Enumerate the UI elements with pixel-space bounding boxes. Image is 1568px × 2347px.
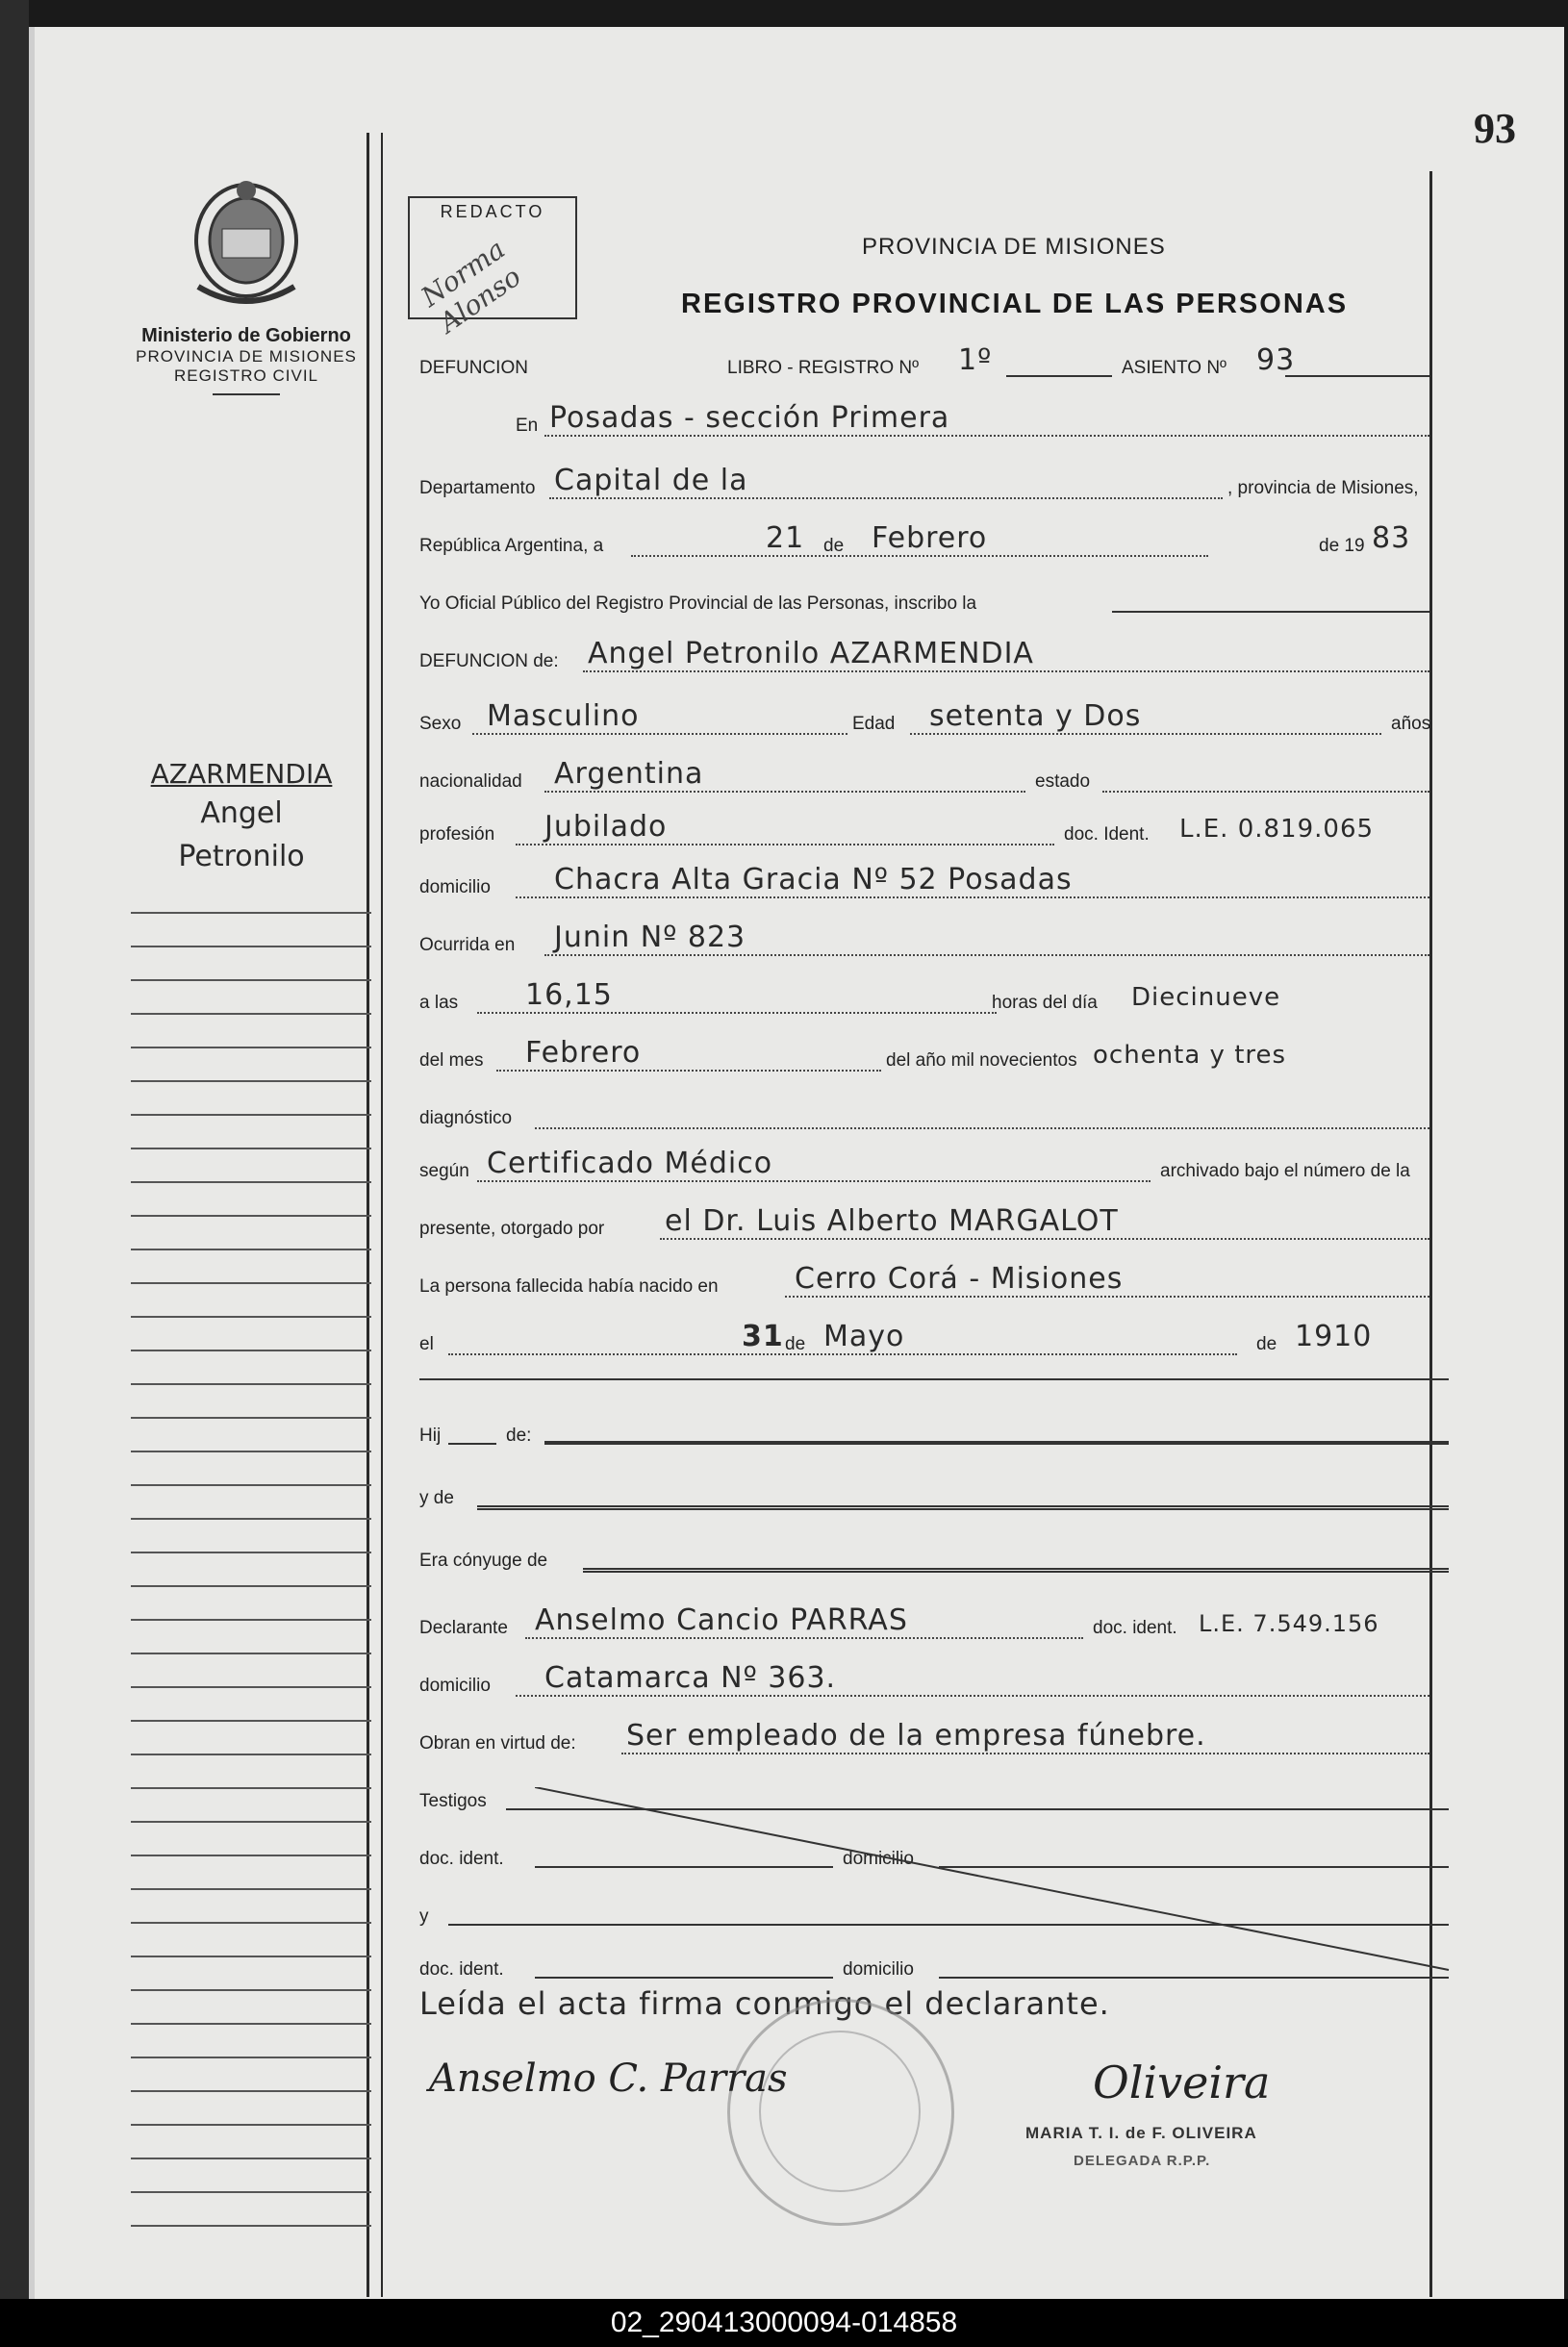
doc-ident-label: doc. Ident. [1064,824,1150,845]
departamento-suffix: , provincia de Misiones, [1227,478,1419,498]
ministry-province: PROVINCIA DE MISIONES [136,347,357,366]
declarante-domicilio-value: Catamarca Nº 363. [544,1661,837,1695]
redacto-box [408,196,577,340]
doc-ident-2-label: doc. ident. [419,1959,504,1980]
nacido-value: Cerro Corá - Misiones [795,1262,1124,1296]
row-nacimiento-fecha [419,1321,1487,1359]
obran-label: Obran en virtud de: [419,1733,576,1754]
declarante-label: Declarante [419,1618,508,1638]
row-en [419,402,1487,441]
margin-surname: AZARMENDIA [150,758,333,790]
profesion-label: profesión [419,824,495,845]
row-hora [419,979,1487,1018]
hij-de-label: de: [506,1426,532,1446]
ocurrida-value: Junin Nº 823 [554,921,746,954]
profesion-value: Jubilado [544,810,668,844]
testigos-label: Testigos [419,1791,487,1811]
domicilio-label: domicilio [419,877,491,897]
horas-label: horas del día [992,993,1098,1013]
edad-value: setenta y Dos [929,699,1142,733]
officer-name: MARIA T. I. de F. OLIVEIRA [1025,2124,1257,2142]
row-sexo [419,700,1487,739]
declarant-signature: Anselmo C. Parras [429,2057,788,2101]
de-label-2: de [785,1334,806,1354]
doc-ident-value: L.E. 0.819.065 [1179,815,1375,844]
edad-label: Edad [852,714,896,734]
ministry-name: Ministerio de Gobierno [141,325,351,346]
birth-year: 1910 [1295,1320,1373,1353]
obran-value: Ser empleado de la empresa fúnebre. [626,1719,1206,1753]
day-value: 21 [766,521,805,555]
doc-ident-1-label: doc. ident. [419,1849,504,1869]
ministry-rule [213,393,280,395]
a-las-value: 16,15 [525,978,613,1012]
hijo-line-2 [544,1441,1449,1443]
nacionalidad-value: Argentina [554,757,704,791]
ministry-registry: REGISTRO CIVIL [173,366,319,385]
anio-value: ochenta y tres [1093,1041,1287,1070]
en-value: Posadas - sección Primera [549,401,950,435]
row-nacionalidad [419,758,1487,796]
segun-value: Certificado Médico [487,1147,773,1180]
page-number: 93 [1474,105,1516,152]
asiento-value: 93 [1256,343,1296,377]
nacido-label: La persona fallecida había nacido en [419,1276,719,1297]
row-oficial [419,580,1487,618]
ocurrida-label: Ocurrida en [419,935,516,955]
book-binding [0,0,29,2299]
row-obran [419,1720,1487,1758]
presente-label: presente, otorgado por [419,1219,605,1239]
row-hijo [419,1412,1487,1451]
row-departamento [419,465,1487,503]
row-declarante [419,1604,1487,1643]
domicilio-2-label: domicilio [843,1959,914,1980]
row-leida [419,1985,1487,2028]
defuncion-de-label: DEFUNCION de: [419,651,559,671]
redacto-signature: Norma Alonso [415,233,527,340]
blank-line-1 [419,1378,1449,1380]
row-profesion [419,811,1487,849]
officer-signature: Oliveira [1093,2057,1271,2108]
y-de-label: y de [419,1488,454,1508]
libro-label: LIBRO - REGISTRO Nº [727,358,920,378]
footer-code: 02_290413000094-014858 [0,2299,1568,2347]
defuncion-label: DEFUNCION [419,358,528,378]
anos-label: años [1391,714,1431,734]
a-las-label: a las [419,993,459,1013]
row-presente [419,1205,1487,1244]
redacto-label: REDACTO [440,202,545,221]
row-segun [419,1148,1487,1186]
conyuge-line-2 [583,1571,1449,1573]
sexo-value: Masculino [487,699,640,733]
de-label-3: de [1256,1334,1277,1354]
row-nacido [419,1263,1487,1301]
asiento-label: ASIENTO Nº [1122,358,1227,378]
strike-through-line [535,1787,1458,1980]
republica-label: República Argentina, a [419,536,604,556]
row-domicilio [419,864,1487,902]
row-diagnostico [419,1095,1487,1133]
year-label: de 19 [1319,536,1365,556]
hij-label: Hij [419,1426,442,1446]
row-defuncion [419,344,1487,383]
coat-of-arms-icon [179,171,314,315]
death-certificate-page [29,27,1564,2299]
domicilio-1-label: domicilio [843,1849,914,1869]
row-mes [419,1037,1487,1075]
declarante-doc-value: L.E. 7.549.156 [1199,1610,1379,1637]
birth-day: 31 [742,1320,784,1353]
segun-label: según [419,1161,469,1181]
registry-title: REGISTRO PROVINCIAL DE LAS PERSONAS [681,289,1349,319]
del-mes-value: Febrero [525,1036,642,1070]
row-republica [419,522,1487,561]
nacionalidad-label: nacionalidad [419,771,522,792]
month-value: Febrero [872,521,988,555]
year-value: 83 [1372,521,1411,555]
conyuge-label: Era cónyuge de [419,1551,548,1571]
margin-first-name: Angel [200,796,283,830]
ministry-block [102,325,391,395]
domicilio-value: Chacra Alta Gracia Nº 52 Posadas [554,863,1073,896]
margin-divider-line-inner [381,133,383,2297]
presente-value: el Dr. Luis Alberto MARGALOT [665,1204,1119,1238]
y-de-line-2 [477,1508,1449,1510]
birth-month: Mayo [823,1320,905,1353]
anio-label: del año mil novecientos [886,1050,1077,1071]
libro-value: 1º [958,343,993,377]
el-label: el [419,1334,434,1354]
del-mes-label: del mes [419,1050,484,1071]
province-title: PROVINCIA DE MISIONES [862,234,1166,260]
sexo-label: Sexo [419,714,462,734]
row-y-de [419,1475,1487,1513]
horas-value: Diecinueve [1131,983,1281,1012]
departamento-label: Departamento [419,478,536,498]
row-ocurrida [419,921,1487,960]
leida-text: Leída el acta firma conmigo el declarante. [419,1985,1110,2022]
y-label: y [419,1906,429,1927]
officer-title: DELEGADA R.P.P. [1074,2153,1211,2169]
defuncion-de-value: Angel Petronilo AZARMENDIA [588,637,1034,670]
declarante-doc-label: doc. ident. [1093,1618,1177,1638]
diagnostico-label: diagnóstico [419,1108,513,1128]
de-label-1: de [823,536,845,556]
row-defuncion-de [419,638,1487,676]
official-stamp [727,1999,954,2226]
archivado-text: archivado bajo el número de la [1160,1161,1410,1181]
declarante-value: Anselmo Cancio PARRAS [535,1603,908,1637]
margin-second-name: Petronilo [178,840,305,873]
row-declarante-domicilio [419,1662,1487,1701]
departamento-value: Capital de la [554,464,748,497]
estado-label: estado [1035,771,1091,792]
en-label: En [516,416,539,436]
declarante-domicilio-label: domicilio [419,1676,491,1696]
oficial-text: Yo Oficial Público del Registro Provincial de las Personas, inscribo la [419,593,977,614]
row-conyuge [419,1537,1487,1576]
